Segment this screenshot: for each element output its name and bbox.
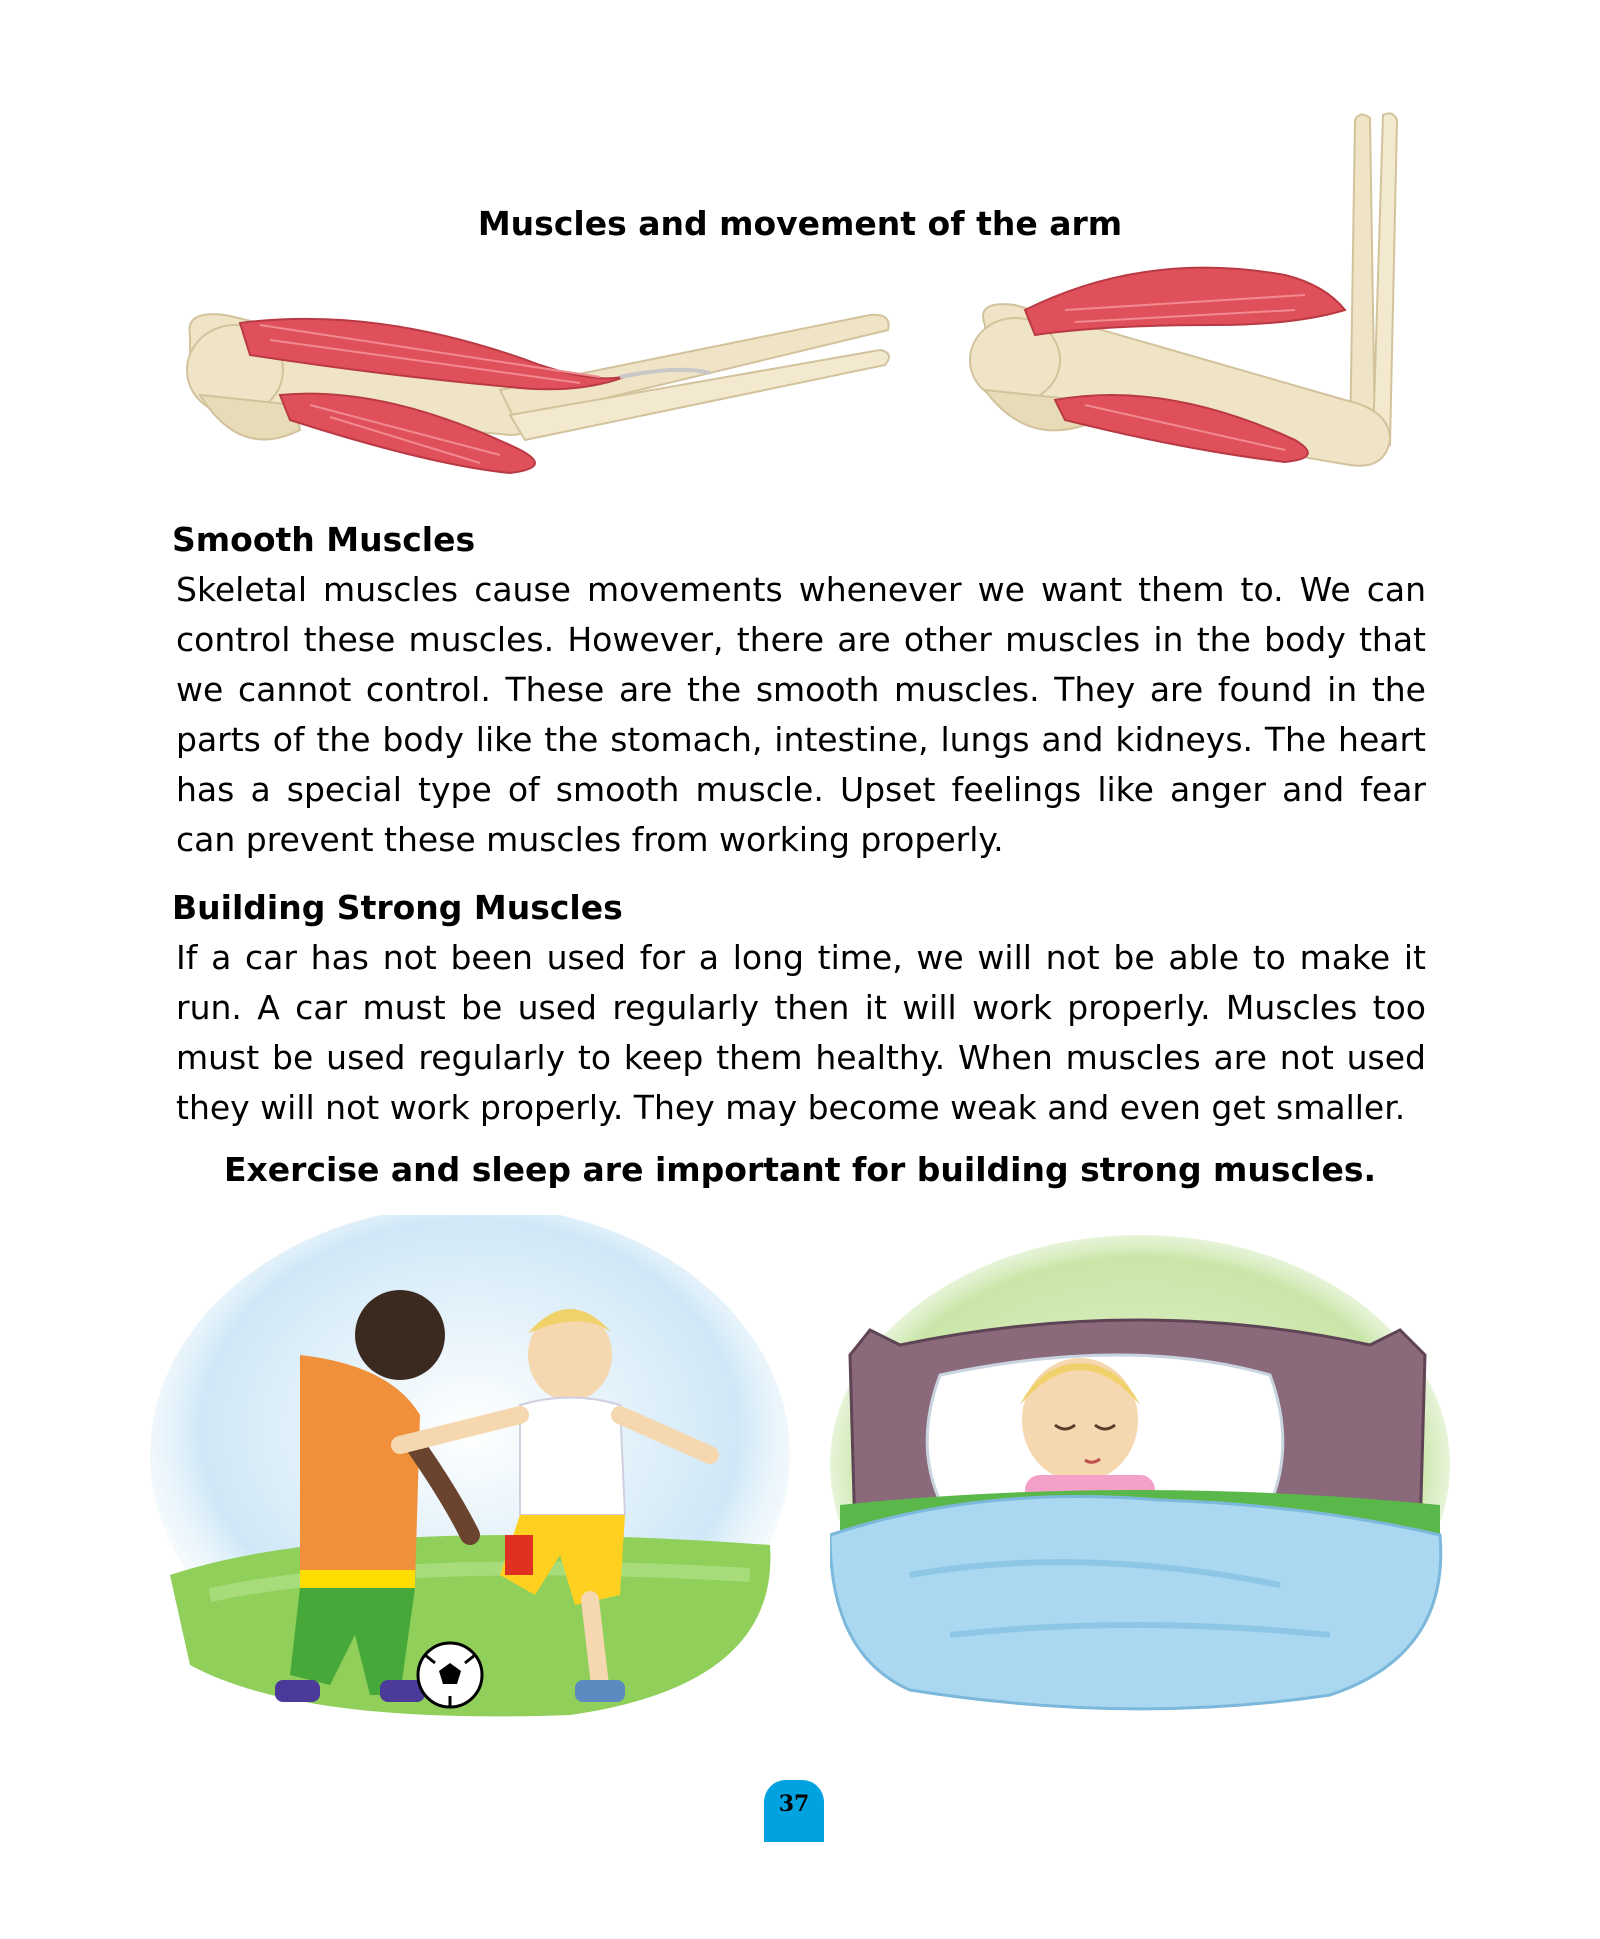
page-number: 37 xyxy=(764,1780,824,1842)
bent-arm-illustration xyxy=(965,110,1425,485)
section-paragraph: Skeletal muscles cause movements whenever we want them to. We can control these muscles. However, there are other muscles in the body that we cannot control. These are the smooth muscles. They are found in the parts of the body like the stomach, intestine, lungs and kidneys. The heart has a special type of smooth muscle. Upset feelings like anger and fear can prevent these muscles from working properly. xyxy=(176,570,1426,859)
section-heading: Smooth Muscles xyxy=(172,520,476,559)
section-paragraph: If a car has not been used for a long time, we will not be able to make it run. A car must be used regularly then it will work properly. Muscles too must be used regularly to keep them healthy. When muscles are not used they will not work properly. They may become weak and even get smaller. xyxy=(176,938,1426,1127)
extended-arm-illustration xyxy=(180,295,900,485)
child-sleeping-illustration xyxy=(830,1235,1450,1725)
emphasis-statement: Exercise and sleep are important for building strong muscles. xyxy=(223,1150,1377,1189)
children-playing-football-illustration xyxy=(150,1215,790,1725)
figure-title: Muscles and movement of the arm xyxy=(477,204,1123,243)
section-heading: Building Strong Muscles xyxy=(172,888,623,927)
